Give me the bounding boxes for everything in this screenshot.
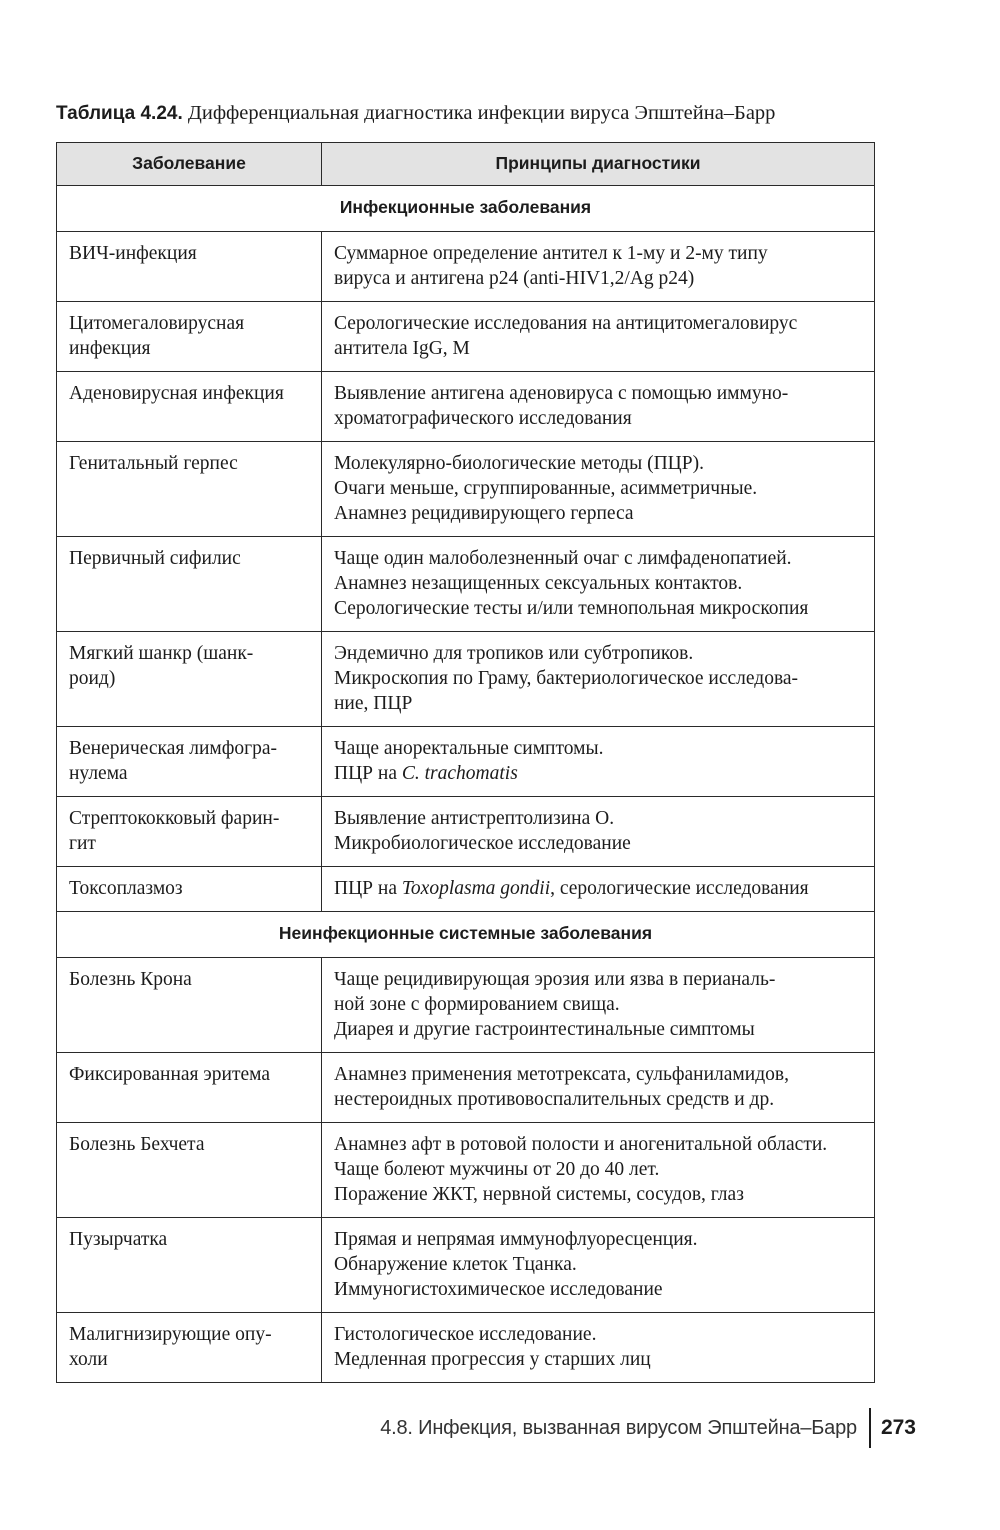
- pathogen-name: C. trachomatis: [401, 763, 518, 784]
- disease-name-line: Болезнь Крона: [69, 969, 192, 990]
- diagnosis-cell: [322, 1123, 875, 1218]
- diagnosis-text: ние, ПЦР: [334, 693, 413, 714]
- diagnosis-text: Медленная прогрессия у старших лиц: [334, 1349, 651, 1370]
- disease-name-line: Стрептококковый фарин-: [69, 808, 280, 829]
- disease-name-line: Пузырчатка: [69, 1229, 168, 1250]
- diagnosis-line: [334, 992, 864, 1017]
- diagnosis-text: Обнаружение клеток Тцанка.: [334, 1254, 577, 1275]
- diagnosis-line: [334, 571, 864, 596]
- diagnosis-cell: [322, 1313, 875, 1383]
- disease-cell: [57, 232, 322, 302]
- disease-cell: [57, 727, 322, 797]
- diagnosis-text: Анамнез афт в ротовой полости и аногенитальной области.: [334, 1134, 828, 1155]
- diagnosis-cell: [322, 372, 875, 442]
- table-row: [57, 302, 875, 372]
- table-row: [57, 1218, 875, 1313]
- diagnosis-line: [334, 311, 864, 336]
- running-title: 4.8. Инфекция, вызванная вирусом Эпштейна–Барр: [380, 1416, 857, 1439]
- diagnosis-cell: [322, 958, 875, 1053]
- disease-cell: [57, 1313, 322, 1383]
- disease-name-line: холи: [69, 1349, 108, 1370]
- diagnosis-line: [334, 1347, 864, 1372]
- diagnosis-line: [334, 1182, 864, 1207]
- diagnosis-line: [334, 1062, 864, 1087]
- diagnosis-line: [334, 1132, 864, 1157]
- diagnosis-line: [334, 1017, 864, 1042]
- diagnosis-text: Анамнез рецидивирующего герпеса: [334, 503, 634, 524]
- diagnosis-line: [334, 967, 864, 992]
- diagnosis-text: Диарея и другие гастроинтестинальные симптомы: [334, 1019, 755, 1040]
- table-body: [57, 186, 875, 1383]
- diagnosis-text: Выявление антигена аденовируса с помощью иммуно-: [334, 383, 789, 404]
- diagnosis-line: [334, 501, 864, 526]
- caption-text: Дифференциальная диагностика инфекции вируса Эпштейна–Барр: [187, 102, 776, 124]
- diagnosis-line: [334, 241, 864, 266]
- diagnosis-line: [334, 266, 864, 291]
- disease-cell: [57, 442, 322, 537]
- diagnosis-text: Микроскопия по Граму, бактериологическое исследова-: [334, 668, 799, 689]
- disease-cell: [57, 797, 322, 867]
- diagnosis-text: Прямая и непрямая иммунофлуоресценция.: [334, 1229, 698, 1250]
- diagnosis-cell: [322, 727, 875, 797]
- diagnosis-text: хроматографического исследования: [334, 408, 632, 429]
- diagnosis-text: вируса и антигена p24 (anti-HIV1,2/Ag p24): [334, 268, 695, 289]
- section-row: [57, 912, 875, 958]
- table-row: [57, 958, 875, 1053]
- diagnosis-cell: [322, 632, 875, 727]
- diagnosis-text: Анамнез применения метотрексата, сульфаниламидов,: [334, 1064, 789, 1085]
- table-caption: [56, 99, 936, 128]
- diagnosis-cell: [322, 867, 875, 912]
- diagnosis-text: ПЦР на: [334, 878, 402, 899]
- diagnosis-line: [334, 1157, 864, 1182]
- disease-cell: [57, 537, 322, 632]
- diagnosis-text: Эндемично для тропиков или субтропиков.: [334, 643, 694, 664]
- disease-name-line: Цитомегаловирусная: [69, 313, 245, 334]
- diagnosis-text: ной зоне с формированием свища.: [334, 994, 620, 1015]
- diagnosis-line: [334, 1322, 864, 1347]
- section-row: [57, 186, 875, 232]
- table-row: [57, 372, 875, 442]
- diagnosis-line: [334, 761, 864, 786]
- diagnosis-line: [334, 831, 864, 856]
- disease-cell: [57, 867, 322, 912]
- diagnosis-cell: [322, 797, 875, 867]
- table-row: [57, 1313, 875, 1383]
- disease-name-line: Токсоплазмоз: [69, 878, 183, 899]
- diagnosis-text: Суммарное определение антител к 1-му и 2-му типу: [334, 243, 768, 264]
- diagnosis-text: Микробиологическое исследование: [334, 833, 631, 854]
- disease-name-line: Венерическая лимфогра-: [69, 738, 278, 759]
- disease-name-line: Болезнь Бехчета: [69, 1134, 205, 1155]
- disease-name-line: инфекция: [69, 338, 151, 359]
- diagnosis-line: [334, 666, 864, 691]
- disease-cell: [57, 958, 322, 1053]
- diagnosis-cell: [322, 1218, 875, 1313]
- diagnosis-text: Чаще болеют мужчины от 20 до 40 лет.: [334, 1159, 660, 1180]
- diagnosis-line: [334, 476, 864, 501]
- diagnosis-line: [334, 736, 864, 761]
- diagnosis-line: [334, 1277, 864, 1302]
- header-principles: Принципы диагностики: [322, 143, 875, 186]
- diagnosis-line: [334, 381, 864, 406]
- diagnosis-cell: [322, 302, 875, 372]
- diagnosis-text: Очаги меньше, сгруппированные, асимметричные.: [334, 478, 758, 499]
- pathogen-name: Toxoplasma gondii: [401, 878, 551, 899]
- diagnosis-line: [334, 336, 864, 361]
- disease-cell: [57, 1123, 322, 1218]
- table-row: [57, 797, 875, 867]
- diagnosis-line: [334, 641, 864, 666]
- diagnosis-text: Иммуногистохимическое исследование: [334, 1279, 663, 1300]
- diagnosis-text: Гистологическое исследование.: [334, 1324, 597, 1345]
- diagnosis-cell: [322, 442, 875, 537]
- diagnosis-text: Серологические тесты и/или темнопольная микроскопия: [334, 598, 809, 619]
- disease-name-line: Генитальный герпес: [69, 453, 238, 474]
- section-title: Неинфекционные системные заболевания: [57, 912, 875, 958]
- disease-name-line: Первичный сифилис: [69, 548, 241, 569]
- table-row: [57, 1053, 875, 1123]
- diagnosis-line: [334, 546, 864, 571]
- diagnosis-line: [334, 406, 864, 431]
- diagnosis-line: [334, 596, 864, 621]
- diagnosis-text: , серологические исследования: [550, 878, 809, 899]
- table-header-row: [57, 143, 875, 186]
- diagnosis-text: Чаще рецидивирующая эрозия или язва в перианаль-: [334, 969, 776, 990]
- page-number: 273: [880, 1416, 916, 1439]
- table-row: [57, 1123, 875, 1218]
- table-row: [57, 232, 875, 302]
- diagnosis-line: [334, 451, 864, 476]
- disease-name-line: Аденовирусная инфекция: [69, 383, 284, 404]
- diagnosis-text: нестероидных противовоспалительных средств и др.: [334, 1089, 775, 1110]
- diagnosis-text: Поражение ЖКТ, нервной системы, сосудов, глаз: [334, 1184, 744, 1205]
- diagnosis-cell: [322, 1053, 875, 1123]
- diagnosis-text: Выявление антистрептолизина О.: [334, 808, 615, 829]
- diagnosis-line: [334, 691, 864, 716]
- table-row: [57, 727, 875, 797]
- diagnosis-cell: [322, 232, 875, 302]
- diagnosis-text: Молекулярно-биологические методы (ПЦР).: [334, 453, 704, 474]
- diagnosis-line: [334, 1227, 864, 1252]
- diagnosis-line: [334, 1087, 864, 1112]
- table-row: [57, 537, 875, 632]
- disease-name-line: Мягкий шанкр (шанк-: [69, 643, 254, 664]
- table-row: [57, 867, 875, 912]
- disease-cell: [57, 372, 322, 442]
- diagnosis-line: [334, 806, 864, 831]
- diagnosis-text: Чаще аноректальные симптомы.: [334, 738, 604, 759]
- diagnosis-table: [56, 142, 875, 1383]
- diagnosis-cell: [322, 537, 875, 632]
- diagnosis-line: [334, 876, 864, 901]
- diagnosis-text: антитела IgG, M: [334, 338, 470, 359]
- disease-cell: [57, 302, 322, 372]
- header-disease: Заболевание: [57, 143, 322, 186]
- disease-cell: [57, 1053, 322, 1123]
- page-footer: [380, 1408, 916, 1448]
- diagnosis-text: ПЦР на: [334, 763, 402, 784]
- diagnosis-text: Чаще один малоболезненный очаг с лимфаденопатией.: [334, 548, 792, 569]
- disease-name-line: Фиксированная эритема: [69, 1064, 270, 1085]
- diagnosis-text: Анамнез незащищенных сексуальных контактов.: [334, 573, 743, 594]
- disease-cell: [57, 632, 322, 727]
- diagnosis-text: Серологические исследования на антицитомегаловирус: [334, 313, 798, 334]
- caption-label: Таблица 4.24.: [56, 103, 183, 124]
- section-title: Инфекционные заболевания: [57, 186, 875, 232]
- disease-name-line: ВИЧ-инфекция: [69, 243, 197, 264]
- diagnosis-line: [334, 1252, 864, 1277]
- table-row: [57, 632, 875, 727]
- disease-name-line: нулема: [69, 763, 128, 784]
- disease-name-line: Малигнизирующие опу-: [69, 1324, 272, 1345]
- disease-name-line: гит: [69, 833, 96, 854]
- table-row: [57, 442, 875, 537]
- disease-cell: [57, 1218, 322, 1313]
- disease-name-line: роид): [69, 668, 116, 689]
